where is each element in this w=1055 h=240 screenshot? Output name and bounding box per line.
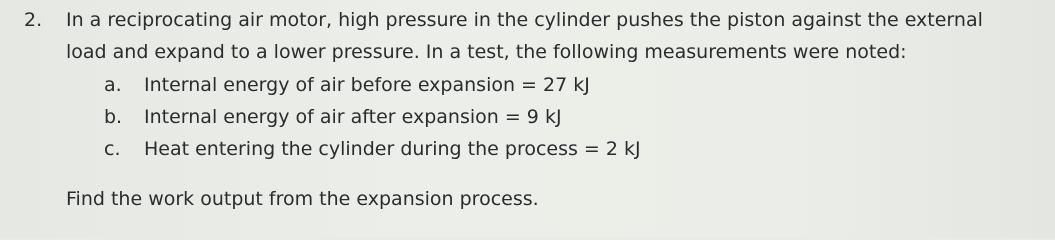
question-number: 2. <box>24 9 43 31</box>
measurement-item-c <box>104 135 641 163</box>
measurement-item-a <box>104 71 590 99</box>
item-text-b: Internal energy of air after expansion = 9 kJ <box>144 106 562 128</box>
question-text-line-1: In a reciprocating air motor, high pressure in the cylinder pushes the piston against the external <box>66 9 983 31</box>
item-text-c: Heat entering the cylinder during the process = 2 kJ <box>144 138 641 160</box>
question-text-line-2: load and expand to a lower pressure. In a test, the following measurements were noted: <box>66 41 907 63</box>
item-text-a: Internal energy of air before expansion = 27 kJ <box>144 74 590 96</box>
question-prompt: Find the work output from the expansion process. <box>66 188 539 210</box>
measurement-item-b <box>104 103 562 131</box>
item-marker-b: b. <box>104 106 123 128</box>
item-marker-a: a. <box>104 74 122 96</box>
item-marker-c: c. <box>104 138 121 160</box>
